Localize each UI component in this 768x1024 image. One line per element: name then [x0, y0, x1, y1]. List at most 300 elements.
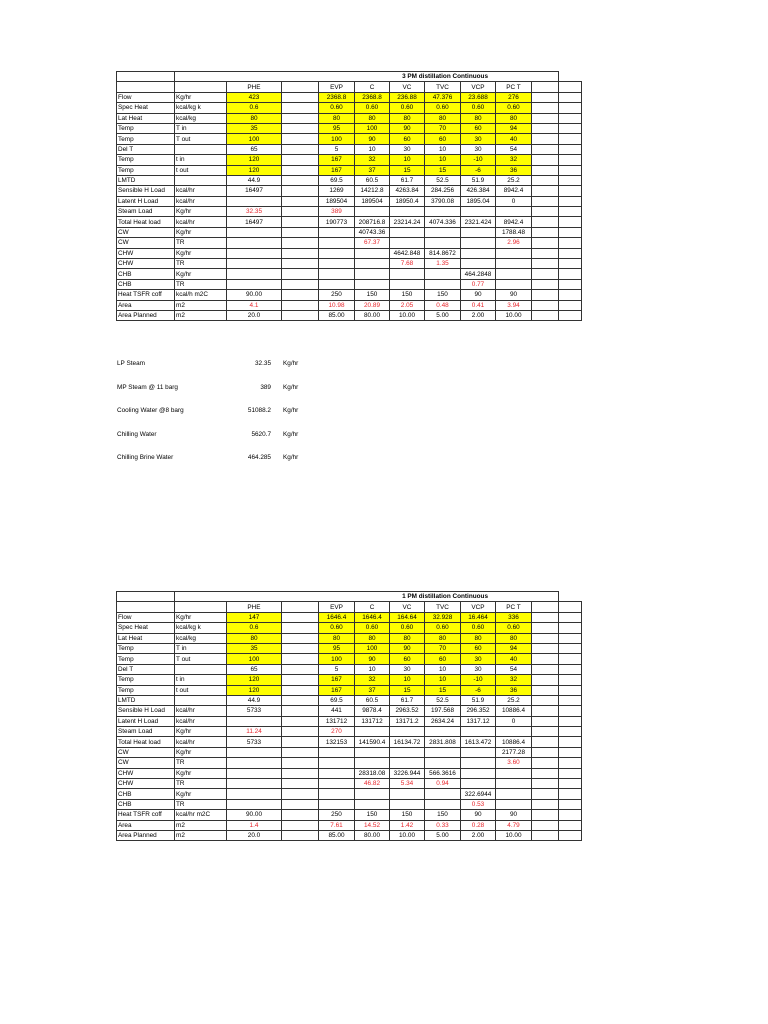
- cell-evp: 131712: [319, 716, 355, 726]
- cell-phe: 120: [227, 165, 282, 175]
- cell-vc: 2963.52: [390, 706, 425, 716]
- row-unit: Kg/hr: [175, 92, 227, 102]
- cell-pct: [496, 279, 532, 289]
- cell-pct: 54: [496, 144, 532, 154]
- column-header: VC: [390, 82, 425, 92]
- cell-c: 208716.8: [355, 217, 390, 227]
- cell-c: 2368.8: [355, 92, 390, 102]
- cell-c: 60.5: [355, 175, 390, 185]
- cell-evp: 167: [319, 165, 355, 175]
- cell-c: [355, 259, 390, 269]
- cell-vc: [390, 747, 425, 757]
- cell-vc: 4642.848: [390, 248, 425, 258]
- cell-evp: [319, 768, 355, 778]
- summary-unit: Kg/hr: [283, 360, 299, 367]
- cell-evp: [319, 779, 355, 789]
- summary-label: Chilling Water: [117, 430, 157, 438]
- row-label: Flow: [117, 92, 175, 102]
- cell-c: 90: [355, 654, 390, 664]
- cell-tvc: [425, 279, 461, 289]
- row-unit: kcal/hr: [175, 716, 227, 726]
- cell-evp: 167: [319, 155, 355, 165]
- row-label: Area: [117, 820, 175, 830]
- cell-pct: 0.60: [496, 103, 532, 113]
- row-label: CHB: [117, 799, 175, 809]
- cell-evp: 85.00: [319, 830, 355, 840]
- cell-evp: 100: [319, 654, 355, 664]
- cell-pct: 0: [496, 716, 532, 726]
- summary-value: 5620.7: [251, 430, 271, 438]
- cell-phe: [227, 758, 282, 768]
- cell-vcp: 80: [461, 113, 496, 123]
- row-label: Spec Heat: [117, 103, 175, 113]
- cell-vc: 10: [390, 675, 425, 685]
- cell-pct: 4.79: [496, 820, 532, 830]
- column-header: PHE: [227, 602, 282, 612]
- column-header: VCP: [461, 602, 496, 612]
- row-unit: [175, 664, 227, 674]
- cell-tvc: 1.35: [425, 259, 461, 269]
- cell-phe: 65: [227, 664, 282, 674]
- table-row: [117, 789, 582, 799]
- cell-tvc: 10: [425, 155, 461, 165]
- cell-vc: 10.00: [390, 310, 425, 320]
- row-unit: Kg/hr: [175, 207, 227, 217]
- row-unit: t in: [175, 155, 227, 165]
- cell-evp: 85.00: [319, 310, 355, 320]
- cell-vc: 80: [390, 633, 425, 643]
- cell-tvc: 80: [425, 633, 461, 643]
- cell-pct: 10.00: [496, 310, 532, 320]
- row-label: Heat TSFR coff: [117, 290, 175, 300]
- row-label: Steam Load: [117, 207, 175, 217]
- cell-phe: 90.00: [227, 810, 282, 820]
- cell-c: 10: [355, 144, 390, 154]
- cell-evp: [319, 799, 355, 809]
- cell-vcp: 30: [461, 654, 496, 664]
- cell-vc: 150: [390, 290, 425, 300]
- row-label: Temp: [117, 685, 175, 695]
- cell-vc: 0.60: [390, 103, 425, 113]
- summary-value: 32.35: [255, 360, 271, 367]
- table-row: [117, 134, 582, 144]
- row-label: Temp: [117, 155, 175, 165]
- row-unit: kcal/kg k: [175, 623, 227, 633]
- cell-tvc: 284.256: [425, 186, 461, 196]
- row-unit: T in: [175, 643, 227, 653]
- cell-c: 32: [355, 675, 390, 685]
- cell-c: 131712: [355, 716, 390, 726]
- cell-vc: 61.7: [390, 175, 425, 185]
- cell-phe: [227, 248, 282, 258]
- cell-c: 150: [355, 810, 390, 820]
- cell-c: 80.00: [355, 830, 390, 840]
- table-row: [117, 217, 582, 227]
- row-unit: kcal/kg: [175, 113, 227, 123]
- cell-vc: 0.60: [390, 623, 425, 633]
- cell-evp: [319, 279, 355, 289]
- cell-pct: 10.00: [496, 830, 532, 840]
- cell-phe: 16497: [227, 217, 282, 227]
- cell-vc: 4263.84: [390, 186, 425, 196]
- cell-evp: [319, 269, 355, 279]
- summary-label: Cooling Water @8 barg: [117, 407, 184, 414]
- table-row: [117, 799, 582, 809]
- table-row: [117, 633, 582, 643]
- cell-vcp: [461, 238, 496, 248]
- column-header: EVP: [319, 82, 355, 92]
- table-row: [117, 737, 582, 747]
- cell-pct: [496, 259, 532, 269]
- cell-vc: 60: [390, 654, 425, 664]
- cell-c: 10: [355, 664, 390, 674]
- row-label: Latent H Load: [117, 196, 175, 206]
- row-unit: TR: [175, 238, 227, 248]
- cell-c: [355, 758, 390, 768]
- cell-evp: 189504: [319, 196, 355, 206]
- cell-vcp: -6: [461, 165, 496, 175]
- row-label: Sensible H Load: [117, 186, 175, 196]
- cell-c: 46.82: [355, 779, 390, 789]
- cell-tvc: 70: [425, 643, 461, 653]
- row-label: Temp: [117, 643, 175, 653]
- cell-evp: 389: [319, 207, 355, 217]
- cell-vc: [390, 789, 425, 799]
- cell-c: 28318.08: [355, 768, 390, 778]
- table-row: [117, 768, 582, 778]
- cell-vc: [390, 727, 425, 737]
- cell-c: 0.60: [355, 103, 390, 113]
- cell-evp: 250: [319, 810, 355, 820]
- table-row: [117, 310, 582, 320]
- cell-tvc: [425, 238, 461, 248]
- cell-vc: 18950.4: [390, 196, 425, 206]
- cell-c: 80: [355, 113, 390, 123]
- cell-tvc: 197.568: [425, 706, 461, 716]
- table-row: [117, 654, 582, 664]
- cell-vcp: 0.53: [461, 799, 496, 809]
- cell-c: [355, 207, 390, 217]
- cell-phe: 35: [227, 123, 282, 133]
- summary-value: 51088.2: [247, 407, 271, 414]
- cell-tvc: [425, 269, 461, 279]
- cell-vc: 61.7: [390, 695, 425, 705]
- row-label: Del T: [117, 664, 175, 674]
- row-unit: Kg/hr: [175, 269, 227, 279]
- cell-evp: 95: [319, 123, 355, 133]
- cell-pct: 336: [496, 612, 532, 622]
- row-unit: TR: [175, 259, 227, 269]
- cell-vc: 30: [390, 664, 425, 674]
- cell-tvc: 10: [425, 144, 461, 154]
- row-unit: Kg/hr: [175, 727, 227, 737]
- row-unit: Kg/hr: [175, 747, 227, 757]
- cell-vcp: 60: [461, 123, 496, 133]
- cell-evp: 80: [319, 633, 355, 643]
- cell-vc: 30: [390, 144, 425, 154]
- cell-vcp: 51.9: [461, 175, 496, 185]
- column-header: TVC: [425, 82, 461, 92]
- cell-tvc: 15: [425, 685, 461, 695]
- cell-pct: 2.96: [496, 238, 532, 248]
- cell-phe: [227, 747, 282, 757]
- cell-tvc: 70: [425, 123, 461, 133]
- cell-c: 14212.8: [355, 186, 390, 196]
- cell-c: 32: [355, 155, 390, 165]
- cell-vc: 15: [390, 685, 425, 695]
- row-unit: T out: [175, 654, 227, 664]
- cell-evp: 0.60: [319, 623, 355, 633]
- cell-tvc: 0.60: [425, 103, 461, 113]
- row-unit: kcal/hr: [175, 186, 227, 196]
- cell-evp: 7.61: [319, 820, 355, 830]
- cell-c: 150: [355, 290, 390, 300]
- cell-phe: 120: [227, 675, 282, 685]
- cell-vcp: -10: [461, 675, 496, 685]
- cell-evp: 5: [319, 144, 355, 154]
- row-label: Steam Load: [117, 727, 175, 737]
- row-label: CHW: [117, 259, 175, 269]
- cell-tvc: 80: [425, 113, 461, 123]
- summary-label: Chilling Brine Water: [117, 454, 174, 461]
- summary-unit: Kg/hr: [283, 430, 299, 438]
- row-unit: Kg/hr: [175, 248, 227, 258]
- cell-pct: 90: [496, 290, 532, 300]
- cell-c: 14.52: [355, 820, 390, 830]
- table-row: [117, 269, 582, 279]
- cell-vcp: [461, 768, 496, 778]
- column-header: VC: [390, 602, 425, 612]
- table-row: [117, 695, 582, 705]
- row-label: CHB: [117, 279, 175, 289]
- cell-phe: [227, 789, 282, 799]
- cell-vcp: 16.464: [461, 612, 496, 622]
- table-row: [117, 820, 582, 830]
- cell-tvc: 60: [425, 134, 461, 144]
- table-row: [117, 259, 582, 269]
- row-label: Total Heat load: [117, 737, 175, 747]
- column-header: PC T: [496, 82, 532, 92]
- cell-phe: [227, 799, 282, 809]
- table-row: [117, 706, 582, 716]
- summary-value: 389: [260, 383, 271, 391]
- cell-tvc: 60: [425, 654, 461, 664]
- cell-vc: 90: [390, 643, 425, 653]
- cell-evp: 270: [319, 727, 355, 737]
- row-unit: m2: [175, 310, 227, 320]
- cell-phe: 11.24: [227, 727, 282, 737]
- cell-phe: 4.1: [227, 300, 282, 310]
- cell-pct: 40: [496, 134, 532, 144]
- cell-c: [355, 727, 390, 737]
- cell-evp: 80: [319, 113, 355, 123]
- row-label: Area: [117, 300, 175, 310]
- cell-phe: 20.0: [227, 830, 282, 840]
- column-header: VCP: [461, 82, 496, 92]
- cell-c: [355, 799, 390, 809]
- cell-tvc: 5.00: [425, 310, 461, 320]
- column-header: PHE: [227, 82, 282, 92]
- cell-vc: 16134.72: [390, 737, 425, 747]
- row-unit: Kg/hr: [175, 612, 227, 622]
- cell-tvc: 2634.24: [425, 716, 461, 726]
- cell-vc: 1.42: [390, 820, 425, 830]
- row-unit: t out: [175, 165, 227, 175]
- cell-phe: 16497: [227, 186, 282, 196]
- row-label: CW: [117, 758, 175, 768]
- cell-tvc: 3790.08: [425, 196, 461, 206]
- cell-tvc: 0.48: [425, 300, 461, 310]
- row-label: Lat Heat: [117, 633, 175, 643]
- table-row: [117, 300, 582, 310]
- cell-c: [355, 279, 390, 289]
- table-row: [117, 664, 582, 674]
- cell-pct: 276: [496, 92, 532, 102]
- cell-vc: 10: [390, 155, 425, 165]
- row-label: LMTD: [117, 695, 175, 705]
- cell-evp: 0.60: [319, 103, 355, 113]
- cell-pct: 94: [496, 643, 532, 653]
- cell-vc: 164.64: [390, 612, 425, 622]
- cell-tvc: 150: [425, 810, 461, 820]
- row-label: Lat Heat: [117, 113, 175, 123]
- cell-pct: [496, 248, 532, 258]
- row-unit: kcal/kg: [175, 633, 227, 643]
- cell-c: 90: [355, 134, 390, 144]
- cell-c: 60.5: [355, 695, 390, 705]
- cell-phe: 5733: [227, 706, 282, 716]
- cell-pct: 0.60: [496, 623, 532, 633]
- cell-vc: 150: [390, 810, 425, 820]
- cell-vc: 5.34: [390, 779, 425, 789]
- sheet-title: 3 PM distillation Continuous: [175, 72, 559, 82]
- cell-pct: 80: [496, 113, 532, 123]
- cell-vc: 15: [390, 165, 425, 175]
- cell-vc: [390, 758, 425, 768]
- cell-phe: 0.6: [227, 103, 282, 113]
- row-label: Flow: [117, 612, 175, 622]
- cell-phe: 65: [227, 144, 282, 154]
- table-row: [117, 123, 582, 133]
- row-label: Del T: [117, 144, 175, 154]
- cell-vcp: 23.688: [461, 92, 496, 102]
- cell-c: 100: [355, 643, 390, 653]
- cell-vcp: [461, 227, 496, 237]
- cell-vcp: 90: [461, 810, 496, 820]
- cell-vcp: [461, 758, 496, 768]
- cell-phe: 100: [227, 134, 282, 144]
- cell-c: 37: [355, 165, 390, 175]
- cell-pct: [496, 779, 532, 789]
- table-row: [117, 727, 582, 737]
- header-row: [117, 602, 582, 612]
- cell-c: 80: [355, 633, 390, 643]
- table-row: [117, 238, 582, 248]
- column-header: C: [355, 82, 390, 92]
- cell-tvc: 10: [425, 675, 461, 685]
- cell-vcp: 1613.472: [461, 737, 496, 747]
- cell-vc: 60: [390, 134, 425, 144]
- cell-vcp: 2321.424: [461, 217, 496, 227]
- row-label: CHW: [117, 248, 175, 258]
- cell-evp: 1646.4: [319, 612, 355, 622]
- cell-pct: 3.94: [496, 300, 532, 310]
- cell-pct: [496, 789, 532, 799]
- cell-phe: 80: [227, 633, 282, 643]
- table-row: [117, 175, 582, 185]
- cell-evp: 69.5: [319, 175, 355, 185]
- cell-tvc: [425, 727, 461, 737]
- row-label: Area Planned: [117, 310, 175, 320]
- cell-evp: 250: [319, 290, 355, 300]
- row-label: Temp: [117, 165, 175, 175]
- cell-pct: 90: [496, 810, 532, 820]
- cell-pct: 40: [496, 654, 532, 664]
- cell-pct: 8942.4: [496, 186, 532, 196]
- cell-c: 67.37: [355, 238, 390, 248]
- cell-phe: 80: [227, 113, 282, 123]
- row-unit: T in: [175, 123, 227, 133]
- cell-vcp: 426.384: [461, 186, 496, 196]
- cell-tvc: 32.928: [425, 612, 461, 622]
- cell-vc: [390, 269, 425, 279]
- summary-value: 464.285: [247, 454, 271, 461]
- row-label: CHB: [117, 269, 175, 279]
- cell-tvc: [425, 799, 461, 809]
- table-row: [117, 227, 582, 237]
- cell-tvc: 10: [425, 664, 461, 674]
- row-unit: TR: [175, 779, 227, 789]
- column-header: PC T: [496, 602, 532, 612]
- table-row: [117, 186, 582, 196]
- row-label: CW: [117, 227, 175, 237]
- cell-vcp: 1317.12: [461, 716, 496, 726]
- cell-tvc: [425, 227, 461, 237]
- cell-tvc: 15: [425, 165, 461, 175]
- cell-vcp: [461, 747, 496, 757]
- table-row: [117, 165, 582, 175]
- cell-vcp: 80: [461, 633, 496, 643]
- summary-unit: Kg/hr: [283, 383, 299, 391]
- row-unit: m2: [175, 300, 227, 310]
- cell-evp: 190773: [319, 217, 355, 227]
- cell-vcp: 296.352: [461, 706, 496, 716]
- cell-phe: 0.6: [227, 623, 282, 633]
- row-unit: Kg/hr: [175, 768, 227, 778]
- cell-vc: 90: [390, 123, 425, 133]
- cell-phe: [227, 259, 282, 269]
- row-unit: kcal/hr: [175, 217, 227, 227]
- cell-phe: 423: [227, 92, 282, 102]
- cell-phe: 44.9: [227, 175, 282, 185]
- table-row: [117, 810, 582, 820]
- row-label: CHW: [117, 768, 175, 778]
- cell-phe: 1.4: [227, 820, 282, 830]
- row-unit: kcal/kg k: [175, 103, 227, 113]
- cell-evp: 132153: [319, 737, 355, 747]
- cell-c: 40743.36: [355, 227, 390, 237]
- distillation-table-1pm: [116, 591, 582, 841]
- row-label: Spec Heat: [117, 623, 175, 633]
- cell-tvc: [425, 789, 461, 799]
- table-row: [117, 207, 582, 217]
- cell-c: 1646.4: [355, 612, 390, 622]
- row-unit: kcal/h m2C: [175, 290, 227, 300]
- cell-vcp: -6: [461, 685, 496, 695]
- table-row: [117, 747, 582, 757]
- cell-c: 37: [355, 685, 390, 695]
- row-unit: kcal/hr: [175, 737, 227, 747]
